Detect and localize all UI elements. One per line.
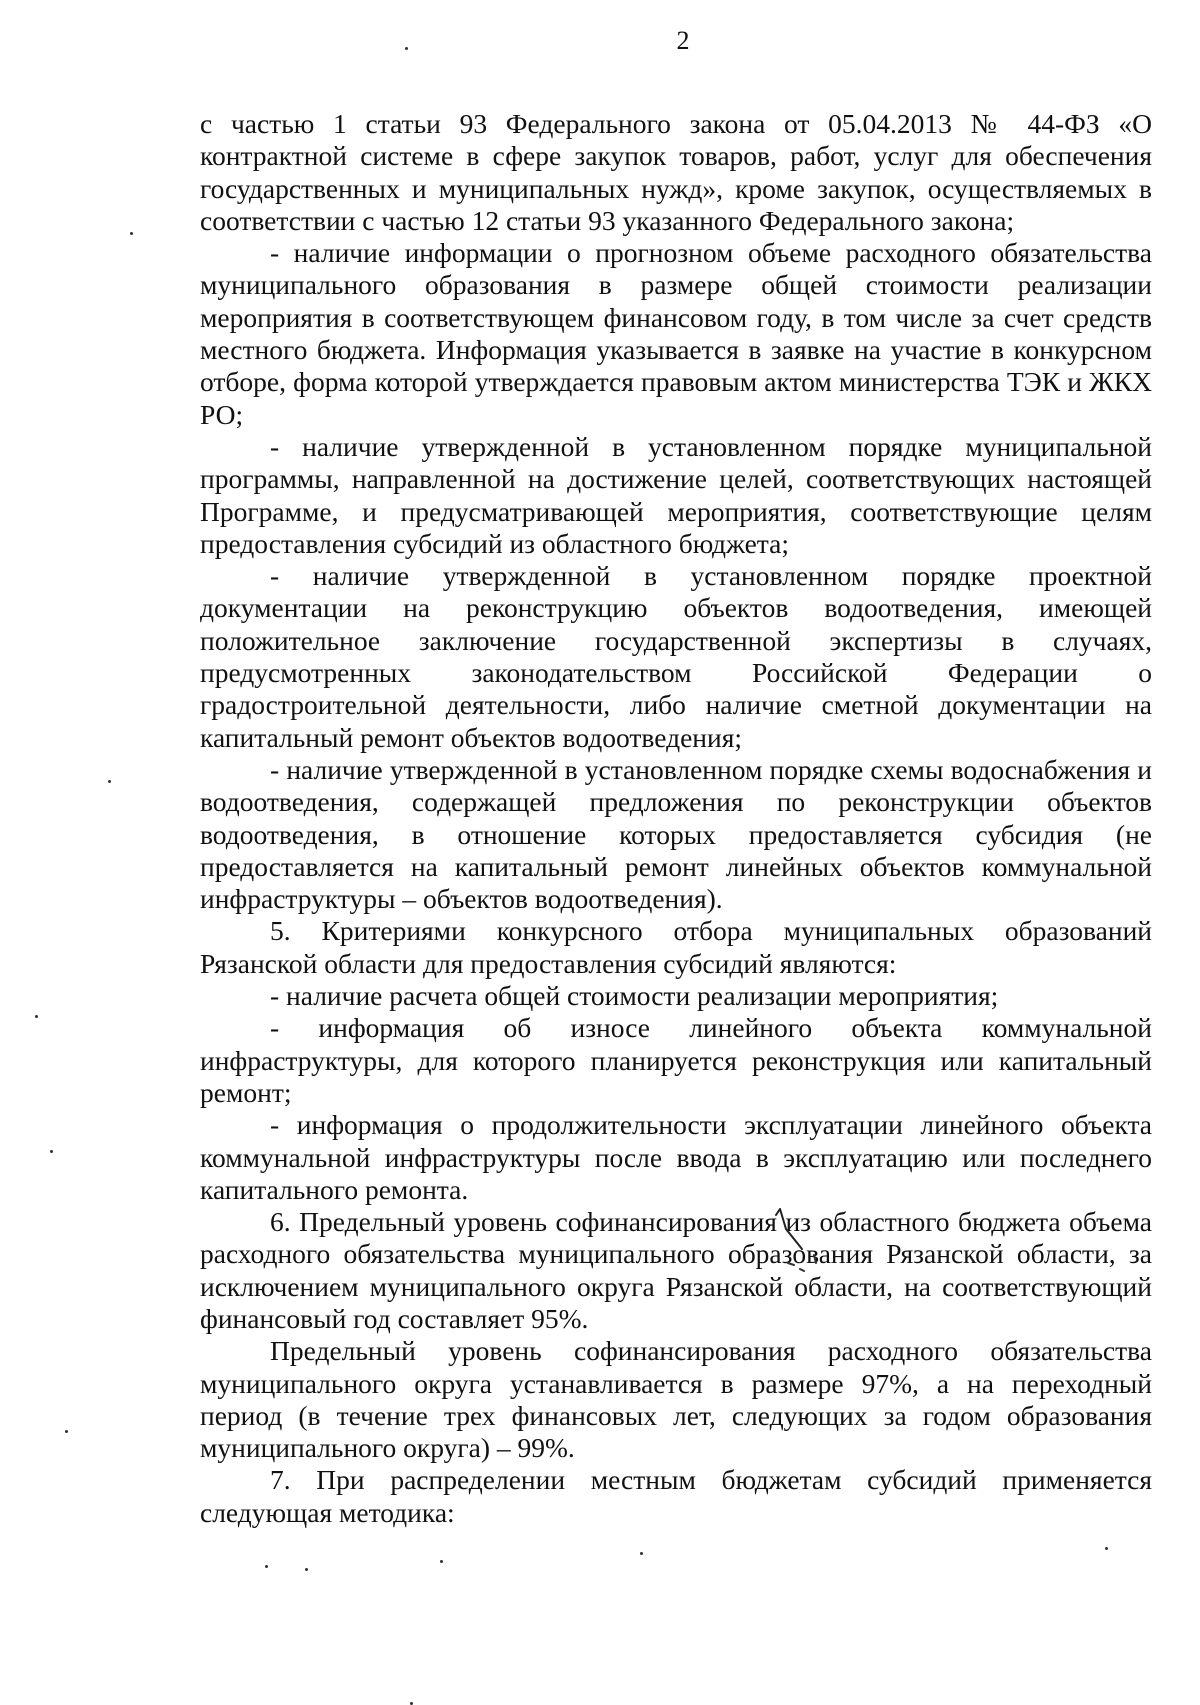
paragraph-9: - информация о продолжительности эксплуатации линейного объекта коммунальной инфраструктуры после ввода в эксплуатацию или последнего капитального ремонта. <box>200 1109 1152 1205</box>
scan-speck <box>35 1015 38 1018</box>
scan-speck <box>1105 1547 1108 1550</box>
paragraph-3: - наличие утвержденной в установленном порядке муниципальной программы, направленной на достижение целей, соответствующих настоящей Программе, и предусматривающей мероприятия, соответствующие целям предоставления субсидий из областного бюджета; <box>200 430 1152 559</box>
scan-speck <box>265 1565 268 1568</box>
paragraph-5: - наличие утвержденной в установленном порядке схемы водоснабжения и водоотведения, содержащей предложения по реконструкции объектов водоотведения, в отношение которых предоставляется субсидия (не предоставляется на капитальный ремонт линейных объектов коммунальной инфраструктуры – объектов водоотведения). <box>200 753 1152 915</box>
paragraph-2: - наличие информации о прогнозном объеме расходного обязательства муниципального образования в размере общей стоимости реализации мероприятия в соответствующем финансовом году, в том числе за счет средств местного бюджета. Информация указывается в заявке на участие в конкурсном отборе, форма которой утверждается правовым актом министерства ТЭК и ЖКХ РО; <box>200 237 1152 430</box>
scan-speck <box>108 780 111 783</box>
page-number: 2 <box>676 26 690 55</box>
scan-speck <box>50 1150 53 1153</box>
document-body <box>200 108 1152 1529</box>
pen-mark-icon <box>770 1205 850 1295</box>
paragraph-1: с частью 1 статьи 93 Федерального закона от 05.04.2013 № 44-ФЗ «О контрактной системе в сфере закупок товаров, работ, услуг для обеспечения государственных и муниципальных нужд», кроме закупок, осуществляемых в соответствии с частью 12 статьи 93 указанного Федерального закона; <box>200 108 1152 236</box>
scan-speck <box>65 1430 68 1433</box>
scan-speck <box>405 47 408 50</box>
paragraph-12: 7. При распределении местным бюджетам субсидий применяется следующая методика: <box>200 1464 1152 1528</box>
scan-speck <box>130 232 133 235</box>
paragraph-10: 6. Предельный уровень софинансирования из областного бюджета объема расходного обязательства муниципального образования Рязанской области, за исключением муниципального округа Рязанской области, на соответствующий финансовый год составляет 95%. <box>200 1206 1152 1334</box>
scan-speck <box>305 1568 308 1571</box>
scan-speck <box>640 1552 643 1555</box>
paragraph-4: - наличие утвержденной в установленном порядке проектной документации на реконструкцию объектов водоотведения, имеющей положительное заключение государственной экспертизы в случаях, предусмотренных законодательством Российской Федерации о градостроительной деятельности, либо наличие сметной документации на капитальный ремонт объектов водоотведения; <box>200 560 1152 753</box>
paragraph-6: 5. Критериями конкурсного отбора муниципальных образований Рязанской области для предоставления субсидий являются: <box>200 915 1152 979</box>
paragraph-7: - наличие расчета общей стоимости реализации мероприятия; <box>270 980 999 1012</box>
scan-speck <box>440 1560 443 1563</box>
paragraph-11: Предельный уровень софинансирования расходного обязательства муниципального округа устанавливается в размере 97%, а на переходный период (в течение трех финансовых лет, следующих за годом образования муниципального округа) – 99%. <box>200 1335 1152 1464</box>
paragraph-8: - информация об износе линейного объекта коммунальной инфраструктуры, для которого планируется реконструкция или капитальный ремонт; <box>200 1012 1152 1108</box>
